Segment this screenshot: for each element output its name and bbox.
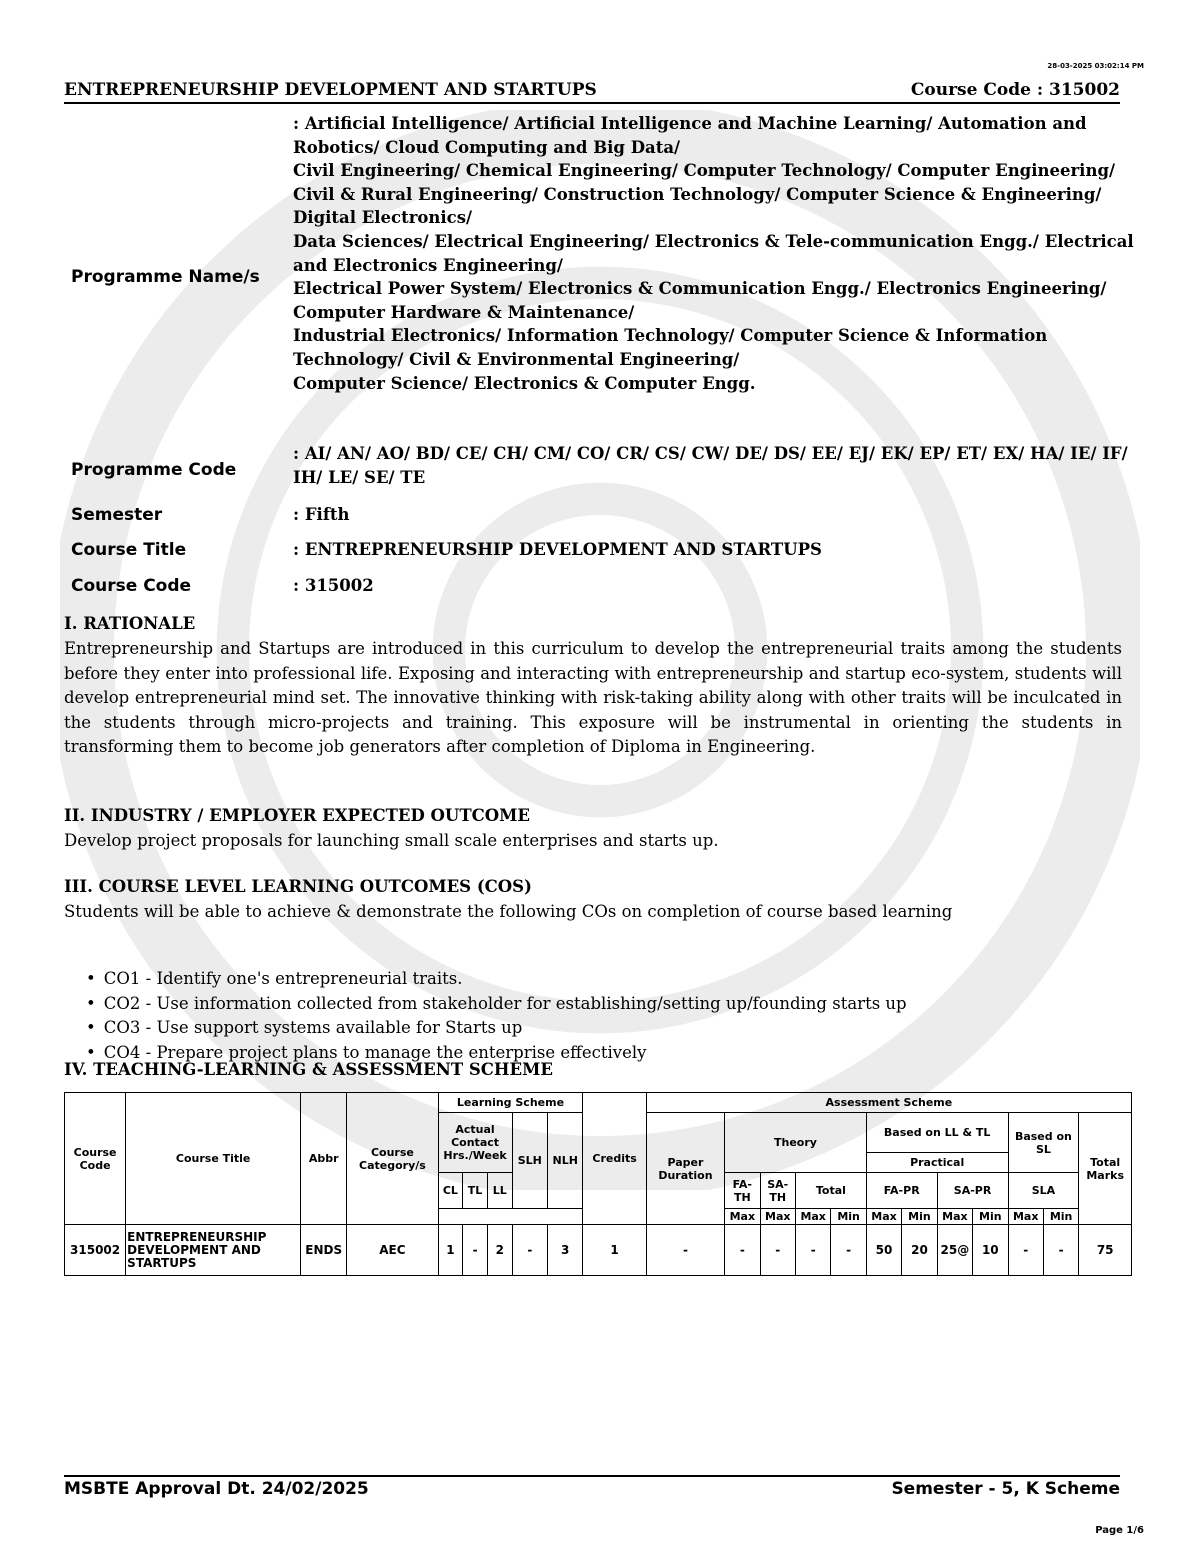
programme-names-line: Electrical Power System/ Electronics & Communication Engg./ Electronics Engineering/ Computer Hardware & Maintenance/ xyxy=(293,279,1107,322)
th-blank xyxy=(438,1209,583,1225)
scheme-heading: IV. TEACHING-LEARNING & ASSESSMENT SCHEME xyxy=(64,1060,553,1079)
th-practical: Practical xyxy=(866,1153,1008,1173)
cell-fa-th-max: - xyxy=(725,1225,760,1276)
course-title-value: : ENTREPRENEURSHIP DEVELOPMENT AND STARTUPS xyxy=(293,540,822,560)
teaching-assessment-scheme-table xyxy=(64,1092,1132,1276)
programme-code-row xyxy=(64,442,1144,498)
th-course-code: Course Code xyxy=(65,1093,126,1225)
th-fa-pr: FA-PR xyxy=(866,1173,937,1209)
cell-fa-pr-min: 20 xyxy=(902,1225,937,1276)
th-min: Min xyxy=(831,1209,866,1225)
course-code-label: Course Code xyxy=(71,576,192,596)
th-assessment-scheme: Assessment Scheme xyxy=(646,1093,1131,1113)
page-footer xyxy=(64,1475,1120,1499)
co-item: • CO3 - Use support systems available for Starts up xyxy=(86,1016,907,1041)
cell-cl: 1 xyxy=(438,1225,463,1276)
page-number: Page 1/6 xyxy=(1095,1525,1144,1536)
th-ll: LL xyxy=(487,1173,512,1209)
cell-slh: - xyxy=(512,1225,547,1276)
th-fa-th: FA-TH xyxy=(725,1173,760,1209)
cell-sa-pr-max: 25@ xyxy=(937,1225,972,1276)
semester-label: Semester xyxy=(71,505,163,525)
th-max: Max xyxy=(1008,1209,1043,1225)
th-sa-th: SA-TH xyxy=(760,1173,795,1209)
industry-outcome-heading: II. INDUSTRY / EMPLOYER EXPECTED OUTCOME xyxy=(64,806,530,825)
th-max: Max xyxy=(725,1209,760,1225)
th-max: Max xyxy=(760,1209,795,1225)
th-nlh: NLH xyxy=(548,1113,583,1209)
programme-names-value xyxy=(293,112,1144,442)
th-tl: TL xyxy=(463,1173,488,1209)
cell-total-min: - xyxy=(831,1225,866,1276)
cell-nlh: 3 xyxy=(548,1225,583,1276)
cell-total-marks: 75 xyxy=(1079,1225,1132,1276)
cos-list xyxy=(86,967,907,1065)
th-paper-duration: Paper Duration xyxy=(646,1113,724,1225)
cell-sla-min: - xyxy=(1043,1225,1078,1276)
th-min: Min xyxy=(902,1209,937,1225)
th-min: Min xyxy=(973,1209,1008,1225)
cell-tl: - xyxy=(463,1225,488,1276)
th-total-marks: Total Marks xyxy=(1079,1113,1132,1225)
th-cl: CL xyxy=(438,1173,463,1209)
programme-names-label: Programme Name/s xyxy=(71,267,260,287)
cell-sla-max: - xyxy=(1008,1225,1043,1276)
programme-names-line: Data Sciences/ Electrical Engineering/ Electronics & Tele-communication Engg./ Electrical and Electronics Engineering/ xyxy=(293,231,1134,275)
th-sa-pr: SA-PR xyxy=(937,1173,1008,1209)
cell-abbr: ENDS xyxy=(301,1225,347,1276)
industry-outcome-text: Develop project proposals for launching small scale enterprises and starts up. xyxy=(64,831,719,850)
co-item: • CO2 - Use information collected from stakeholder for establishing/setting up/founding starts up xyxy=(86,992,907,1017)
cell-category: AEC xyxy=(347,1225,438,1276)
programme-code-value: : AI/ AN/ AO/ BD/ CE/ CH/ CM/ CO/ CR/ CS/ CW/ DE/ DS/ EE/ EJ/ EK/ EP/ ET/ EX/ HA/ IE/ IF/ IH/ LE/ SE/ TE xyxy=(293,444,1128,487)
programme-names-line: Civil Engineering/ Chemical Engineering/ Computer Technology/ Computer Engineering/ xyxy=(293,161,1116,181)
co-item: • CO4 - Prepare project plans to manage the enterprise effectively xyxy=(86,1041,907,1066)
approval-date: MSBTE Approval Dt. 24/02/2025 xyxy=(64,1479,369,1499)
programme-info xyxy=(64,112,1144,604)
course-code-value: : 315002 xyxy=(293,576,374,596)
programme-code-label: Programme Code xyxy=(71,460,237,480)
cell-course-code: 315002 xyxy=(65,1225,126,1276)
co-item: • CO1 - Identify one's entrepreneurial traits. xyxy=(86,967,907,992)
page-header xyxy=(64,78,1120,104)
cell-ll: 2 xyxy=(487,1225,512,1276)
programme-names-line: Industrial Electronics/ Information Technology/ Computer Science & Information Technology/ Civil & Environmental Engineering/ xyxy=(293,326,1048,369)
cell-sa-pr-min: 10 xyxy=(973,1225,1008,1276)
course-title-label: Course Title xyxy=(71,540,187,560)
th-actual-contact-hours: Actual Contact Hrs./Week xyxy=(438,1113,512,1173)
cell-paper-duration: - xyxy=(646,1225,724,1276)
programme-names-line: Computer Science/ Electronics & Computer Engg. xyxy=(293,373,756,393)
cell-credits: 1 xyxy=(583,1225,646,1276)
course-title-row xyxy=(64,532,1144,568)
programme-names-row xyxy=(64,112,1144,442)
cos-heading: III. COURSE LEVEL LEARNING OUTCOMES (COS) xyxy=(64,877,532,896)
programme-names-line: : Artificial Intelligence/ Artificial Intelligence and Machine Learning/ Automation and Robotics/ Cloud Computing and Big Data/ xyxy=(293,114,1087,157)
rationale-heading: I. RATIONALE xyxy=(64,614,196,633)
th-max: Max xyxy=(866,1209,901,1225)
th-sla: SLA xyxy=(1008,1173,1079,1209)
th-course-title: Course Title xyxy=(126,1093,301,1225)
th-min: Min xyxy=(1043,1209,1078,1225)
course-heading: ENTREPRENEURSHIP DEVELOPMENT AND STARTUPS xyxy=(64,80,597,100)
print-timestamp: 28-03-2025 03:02:14 PM xyxy=(1047,62,1144,70)
th-max: Max xyxy=(937,1209,972,1225)
th-based-on-ll-tl: Based on LL & TL xyxy=(866,1113,1008,1153)
th-theory: Theory xyxy=(725,1113,867,1173)
course-code-heading: Course Code : 315002 xyxy=(910,80,1120,100)
semester-row xyxy=(64,498,1144,532)
cell-course-title: ENTREPRENEURSHIP DEVELOPMENT AND STARTUPS xyxy=(126,1225,301,1276)
cell-fa-pr-max: 50 xyxy=(866,1225,901,1276)
course-code-row xyxy=(64,568,1144,604)
th-theory-total: Total xyxy=(795,1173,866,1209)
cell-sa-th-max: - xyxy=(760,1225,795,1276)
rationale-text: Entrepreneurship and Startups are introduced in this curriculum to develop the entrepreneurial traits among the students before they enter into professional life. Exposing and interacting with entrepreneurship and startup eco-system, students will develop entrepreneurial mind set. The innovative thinking with risk-taking ability along with other traits will be inculcated in the students through micro-projects and training. This exposure will be instrumental in orienting the students in transforming them to become job generators after completion of Diploma in Engineering. xyxy=(64,639,1122,756)
semester-value: : Fifth xyxy=(293,505,350,525)
cell-total-max: - xyxy=(795,1225,830,1276)
th-abbr: Abbr xyxy=(301,1093,347,1225)
th-based-on-sl: Based on SL xyxy=(1008,1113,1079,1173)
table-row xyxy=(65,1225,1132,1276)
th-max: Max xyxy=(795,1209,830,1225)
semester-scheme: Semester - 5, K Scheme xyxy=(891,1479,1120,1499)
th-learning-scheme: Learning Scheme xyxy=(438,1093,583,1113)
th-course-category: Course Category/s xyxy=(347,1093,438,1225)
programme-names-line: Civil & Rural Engineering/ Construction Technology/ Computer Science & Engineering/ Digital Electronics/ xyxy=(293,184,1102,228)
cos-intro: Students will be able to achieve & demonstrate the following COs on completion of course based learning xyxy=(64,902,953,921)
th-slh: SLH xyxy=(512,1113,547,1209)
th-credits: Credits xyxy=(583,1093,646,1225)
